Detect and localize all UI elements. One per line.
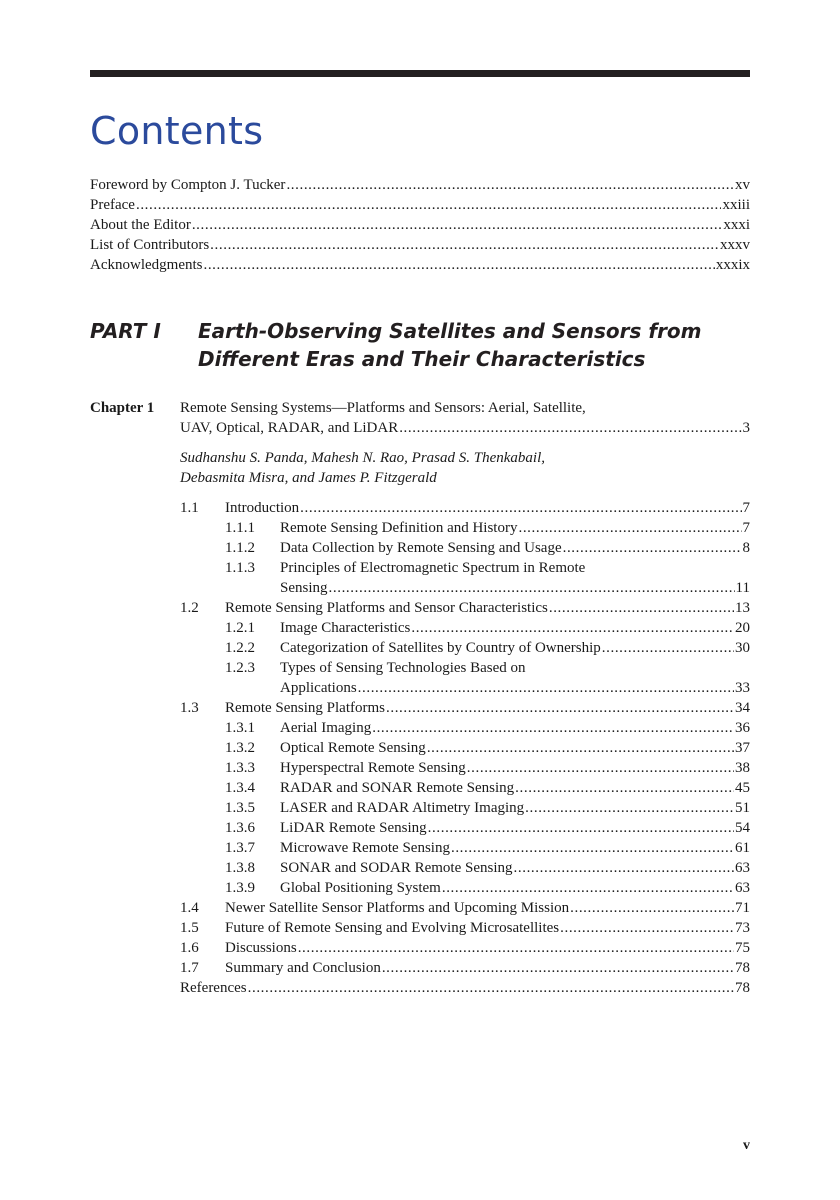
leader-dots <box>372 718 734 738</box>
entry-page: 8 <box>742 540 750 556</box>
toc-section[interactable] <box>180 938 750 958</box>
chapter-body <box>180 398 750 998</box>
section-title: Aerial Imaging <box>280 720 372 736</box>
section-title: Data Collection by Remote Sensing and Usage <box>280 540 562 556</box>
toc-subsection-continued[interactable] <box>180 678 750 698</box>
section-title: Types of Sensing Technologies Based on <box>280 660 526 676</box>
toc-subsection[interactable] <box>180 518 750 538</box>
chapter-authors <box>180 448 750 488</box>
toc-subsection[interactable] <box>180 618 750 638</box>
toc-subsection[interactable] <box>180 878 750 898</box>
leader-dots <box>442 878 734 898</box>
section-title: Categorization of Satellites by Country of Ownership <box>280 640 601 656</box>
section-number: 1.1.1 <box>225 520 255 536</box>
leader-dots <box>451 838 734 858</box>
leader-dots <box>514 858 734 878</box>
section-title: Summary and Conclusion <box>225 960 381 976</box>
toc-entry-acknowledgments[interactable] <box>90 255 750 275</box>
toc-subsection[interactable] <box>180 538 750 558</box>
leader-dots <box>427 738 734 758</box>
authors-line: Sudhanshu S. Panda, Mahesh N. Rao, Prasad S. Thenkabail, <box>180 450 545 466</box>
toc-references[interactable] <box>180 978 750 998</box>
entry-title: Foreword by Compton J. Tucker <box>90 177 286 193</box>
leader-dots <box>358 678 734 698</box>
toc-entry-preface[interactable] <box>90 195 750 215</box>
front-matter-list <box>90 175 750 275</box>
section-number: 1.2.1 <box>225 620 255 636</box>
leader-dots <box>136 195 722 215</box>
toc-section[interactable] <box>180 598 750 618</box>
entry-page: xxxi <box>723 217 750 233</box>
entry-title: List of Contributors <box>90 237 210 253</box>
section-number: 1.3.4 <box>225 780 255 796</box>
leader-dots <box>428 818 734 838</box>
toc-section[interactable] <box>180 898 750 918</box>
entry-page: xv <box>735 177 750 193</box>
section-title: Hyperspectral Remote Sensing <box>280 760 466 776</box>
entry-page: 78 <box>735 980 750 996</box>
section-number: 1.3.3 <box>225 760 255 776</box>
chapter-label: Chapter 1 <box>90 400 155 416</box>
section-number: 1.1 <box>180 500 199 516</box>
toc-entry-foreword[interactable] <box>90 175 750 195</box>
section-title: Introduction <box>225 500 300 516</box>
section-number: 1.4 <box>180 900 199 916</box>
entry-page: 34 <box>735 700 750 716</box>
leader-dots <box>300 498 741 518</box>
leader-dots <box>192 215 723 235</box>
entry-page: 37 <box>735 740 750 756</box>
entry-page: xxxix <box>715 257 750 273</box>
leader-dots <box>467 758 734 778</box>
page-title: Contents <box>90 109 264 153</box>
leader-dots <box>525 798 734 818</box>
toc-subsection[interactable] <box>180 858 750 878</box>
entry-page: 54 <box>735 820 750 836</box>
section-title: Newer Satellite Sensor Platforms and Upcoming Mission <box>225 900 570 916</box>
entry-page: 61 <box>735 840 750 856</box>
entry-page: 7 <box>742 500 750 516</box>
section-title: Image Characteristics <box>280 620 411 636</box>
leader-dots <box>515 778 734 798</box>
section-title: RADAR and SONAR Remote Sensing <box>280 780 515 796</box>
entry-page: 30 <box>735 640 750 656</box>
toc-entry-contributors[interactable] <box>90 235 750 255</box>
section-number: 1.2 <box>180 600 199 616</box>
leader-dots <box>549 598 734 618</box>
entry-title: Acknowledgments <box>90 257 203 273</box>
references-label: References <box>180 980 247 996</box>
section-number: 1.3.5 <box>225 800 255 816</box>
toc-subsection[interactable] <box>180 818 750 838</box>
section-number: 1.1.3 <box>225 560 255 576</box>
toc-subsection[interactable] <box>180 838 750 858</box>
entry-page: 36 <box>735 720 750 736</box>
toc-section[interactable] <box>180 498 750 518</box>
chapter-title-line[interactable]: Remote Sensing Systems—Platforms and Sensors: Aerial, Satellite, <box>180 400 586 416</box>
section-title: LASER and RADAR Altimetry Imaging <box>280 800 525 816</box>
part-title <box>198 317 758 373</box>
toc-subsection[interactable] <box>180 638 750 658</box>
entry-page: 63 <box>735 860 750 876</box>
toc-section[interactable] <box>180 958 750 978</box>
section-title: Sensing <box>280 580 328 596</box>
section-title: LiDAR Remote Sensing <box>280 820 427 836</box>
entry-page: 20 <box>735 620 750 636</box>
entry-page: 13 <box>735 600 750 616</box>
entry-page: 38 <box>735 760 750 776</box>
section-number: 1.3.6 <box>225 820 255 836</box>
section-number: 1.5 <box>180 920 199 936</box>
entry-title: About the Editor <box>90 217 191 233</box>
section-number: 1.2.2 <box>225 640 255 656</box>
entry-page: 3 <box>742 420 750 436</box>
section-title: Applications <box>280 680 357 696</box>
entry-page: 33 <box>735 680 750 696</box>
toc-subsection[interactable] <box>180 758 750 778</box>
entry-page: 11 <box>735 580 750 596</box>
entry-title: Preface <box>90 197 135 213</box>
section-number: 1.7 <box>180 960 199 976</box>
entry-page: 45 <box>735 780 750 796</box>
section-title: Microwave Remote Sensing <box>280 840 450 856</box>
chapter-title-entry[interactable] <box>180 418 750 438</box>
part-title-line: Earth-Observing Satellites and Sensors from <box>198 319 702 343</box>
section-title: SONAR and SODAR Remote Sensing <box>280 860 513 876</box>
toc-subsection-continued[interactable] <box>180 578 750 598</box>
authors-line: Debasmita Misra, and James P. Fitzgerald <box>180 470 437 486</box>
page-number: v <box>743 1138 750 1153</box>
leader-dots <box>210 235 719 255</box>
toc-entry-about-editor[interactable] <box>90 215 750 235</box>
entry-page: 71 <box>735 900 750 916</box>
section-number: 1.1.2 <box>225 540 255 556</box>
section-title: Remote Sensing Platforms and Sensor Characteristics <box>225 600 548 616</box>
section-number: 1.6 <box>180 940 199 956</box>
toc-section[interactable] <box>180 698 750 718</box>
leader-dots <box>602 638 734 658</box>
section-number: 1.3.7 <box>225 840 255 856</box>
leader-dots <box>518 518 741 538</box>
leader-dots <box>386 698 734 718</box>
leader-dots <box>570 898 734 918</box>
entry-page: 63 <box>735 880 750 896</box>
section-number: 1.3.1 <box>225 720 255 736</box>
entry-page: 7 <box>742 520 750 536</box>
entry-page: 78 <box>735 960 750 976</box>
top-rule <box>90 70 750 77</box>
leader-dots <box>329 578 735 598</box>
toc-subsection[interactable] <box>180 558 750 578</box>
leader-dots <box>399 418 741 438</box>
toc-section[interactable] <box>180 918 750 938</box>
section-title: Global Positioning System <box>280 880 441 896</box>
leader-dots <box>248 978 734 998</box>
chapter-title-line: UAV, Optical, RADAR, and LiDAR <box>180 420 399 436</box>
toc-subsection[interactable] <box>180 718 750 738</box>
section-number: 1.3 <box>180 700 199 716</box>
section-title: Optical Remote Sensing <box>280 740 426 756</box>
section-number: 1.2.3 <box>225 660 255 676</box>
leader-dots <box>286 175 734 195</box>
section-title: Future of Remote Sensing and Evolving Microsatellites <box>225 920 560 936</box>
entry-page: 51 <box>735 800 750 816</box>
section-title: Remote Sensing Platforms <box>225 700 385 716</box>
toc-subsection[interactable] <box>180 738 750 758</box>
entry-page: xxiii <box>722 197 750 213</box>
leader-dots <box>298 938 734 958</box>
leader-dots <box>560 918 734 938</box>
section-number: 1.3.8 <box>225 860 255 876</box>
entry-page: 75 <box>735 940 750 956</box>
section-number: 1.3.2 <box>225 740 255 756</box>
entry-page: 73 <box>735 920 750 936</box>
part-number: PART I <box>90 319 161 343</box>
section-number: 1.3.9 <box>225 880 255 896</box>
toc-subsection[interactable] <box>180 658 750 678</box>
leader-dots <box>411 618 734 638</box>
entry-page: xxxv <box>720 237 750 253</box>
leader-dots <box>382 958 734 978</box>
leader-dots <box>563 538 742 558</box>
toc-subsection[interactable] <box>180 778 750 798</box>
toc-subsection[interactable] <box>180 798 750 818</box>
section-title: Discussions <box>225 940 297 956</box>
part-title-line: Different Eras and Their Characteristics <box>198 347 646 371</box>
leader-dots <box>203 255 714 275</box>
section-list <box>180 498 750 998</box>
section-title: Remote Sensing Definition and History <box>280 520 518 536</box>
section-title: Principles of Electromagnetic Spectrum in Remote <box>280 560 586 576</box>
